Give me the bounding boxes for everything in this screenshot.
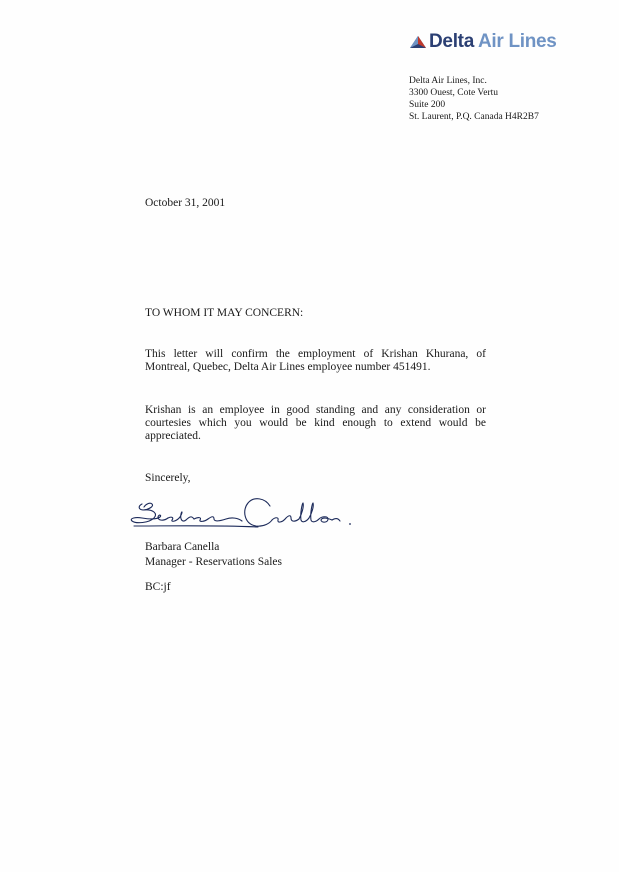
letter-date: October 31, 2001 xyxy=(145,197,226,209)
logo-word-delta: Delta xyxy=(429,31,474,52)
body-paragraph-1: This letter will confirm the employment of Krishan Khurana, of Montreal, Quebec, Delta Air Lines employee number 451491. xyxy=(145,348,486,373)
delta-logo xyxy=(409,31,557,53)
address-line: Suite 200 xyxy=(409,100,446,110)
signer-block xyxy=(145,540,282,570)
reference-initials: BC:jf xyxy=(145,581,171,593)
address-line: St. Laurent, P.Q. Canada H4R2B7 xyxy=(409,112,539,122)
address-line: 3300 Ouest, Cote Vertu xyxy=(409,88,499,98)
handwritten-signature xyxy=(128,490,363,538)
signer-title: Manager - Reservations Sales xyxy=(145,556,283,568)
company-address xyxy=(409,75,539,123)
logo-word-air-lines: Air Lines xyxy=(477,31,557,52)
signer-name: Barbara Canella xyxy=(145,541,220,553)
salutation: TO WHOM IT MAY CONCERN: xyxy=(145,307,304,319)
delta-widget-icon xyxy=(409,35,427,49)
body-paragraph-2: Krishan is an employee in good standing and any consideration or courtesies which you would be kind enough to extend would be appreciated. xyxy=(145,404,486,442)
address-line: Delta Air Lines, Inc. xyxy=(409,76,487,86)
closing: Sincerely, xyxy=(145,472,191,484)
